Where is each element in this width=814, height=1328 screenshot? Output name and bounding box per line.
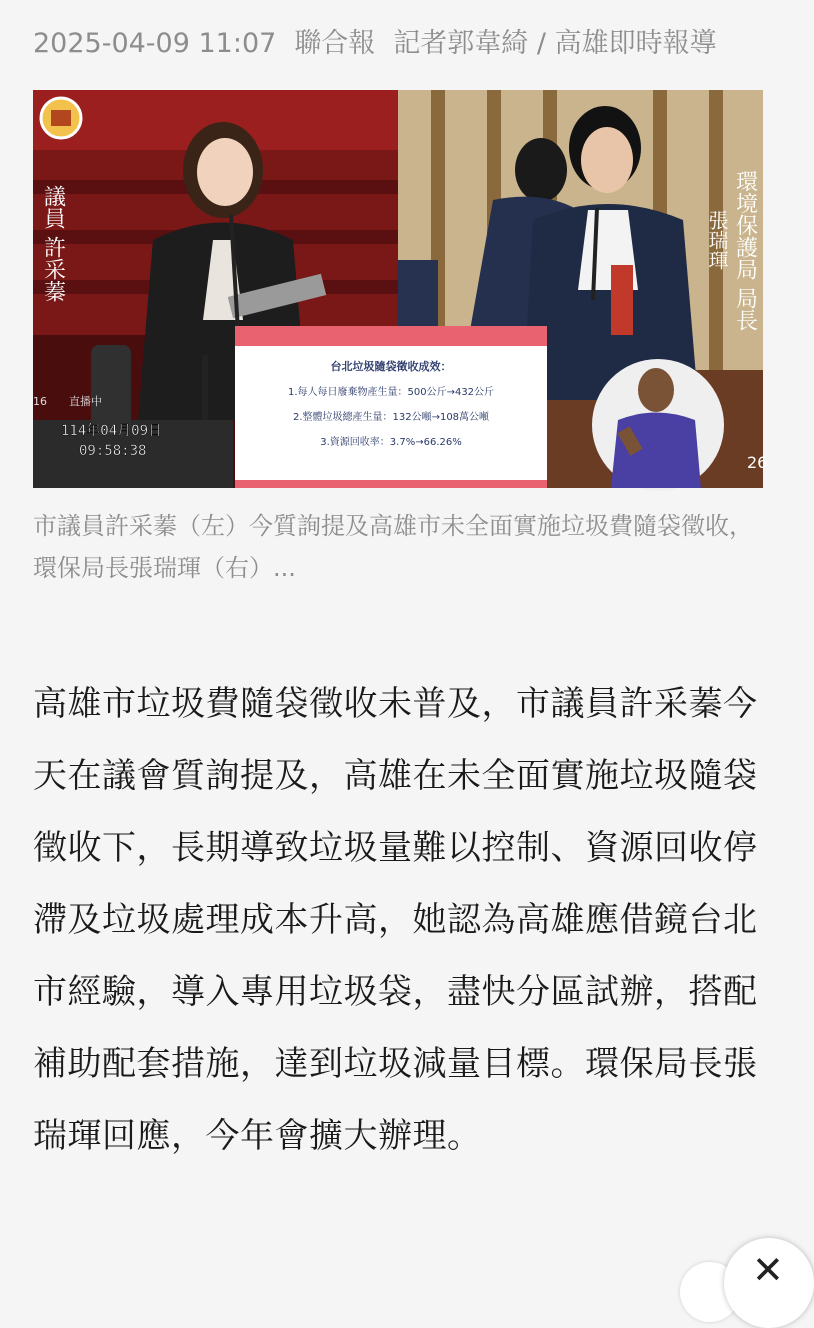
broadcast-time: 09:58:38 (79, 443, 147, 459)
live-tag: 直播中 (69, 395, 102, 408)
left-speaker-label: 議員 許采蓁 (40, 185, 66, 302)
counter-left: 16 (33, 395, 47, 408)
publisher-name[interactable]: 聯合報 (294, 28, 376, 59)
photo-illustration (33, 90, 768, 488)
slide-title: 台北垃圾隨袋徵收成效： (330, 360, 452, 373)
broadcast-date: 114年04月09日 (61, 423, 163, 439)
right-speaker-name: 張瑞琿 (705, 210, 729, 270)
counter-right: 26 (747, 453, 768, 472)
slide-item-1: 1.每人每日廢棄物產生量：500公斤→432公斤 (287, 387, 495, 398)
close-icon: ✕ (752, 1248, 784, 1292)
article-meta (33, 22, 773, 66)
publish-datetime: 2025-04-09 11:07 (33, 28, 277, 59)
slide-item-2: 2.整體垃圾總產生量：132公噸→108萬公噸 (292, 412, 490, 423)
reporter-byline: 記者郭韋綺 / 高雄即時報導 (393, 28, 717, 59)
photo-caption: 市議員許采蓁（左）今質詢提及高雄市未全面實施垃圾費隨袋徵收，環保局長張瑞琿（右）... (33, 512, 753, 582)
article-photo[interactable] (33, 90, 768, 488)
close-button[interactable] (724, 1238, 814, 1328)
slide-item-3: 3.資源回收率：3.7%→66.26% (320, 437, 462, 448)
article-body-text: 高雄市垃圾費隨袋徵收未普及，市議員許采蓁今天在議會質詢提及，高雄在未全面實施垃圾隨袋徵收下，長期導致垃圾量難以控制、資源回收停滯及垃圾處理成本升高，她認為高雄應借鏡台北市經驗，導入專用垃圾袋，盡快分區試辦，搭配補助配套措施，達到垃圾減量目標。環保局長張瑞琿回應，今年會擴大辦理。 (33, 684, 758, 1156)
right-speaker-title: 環境保護局 局長 (732, 170, 758, 331)
